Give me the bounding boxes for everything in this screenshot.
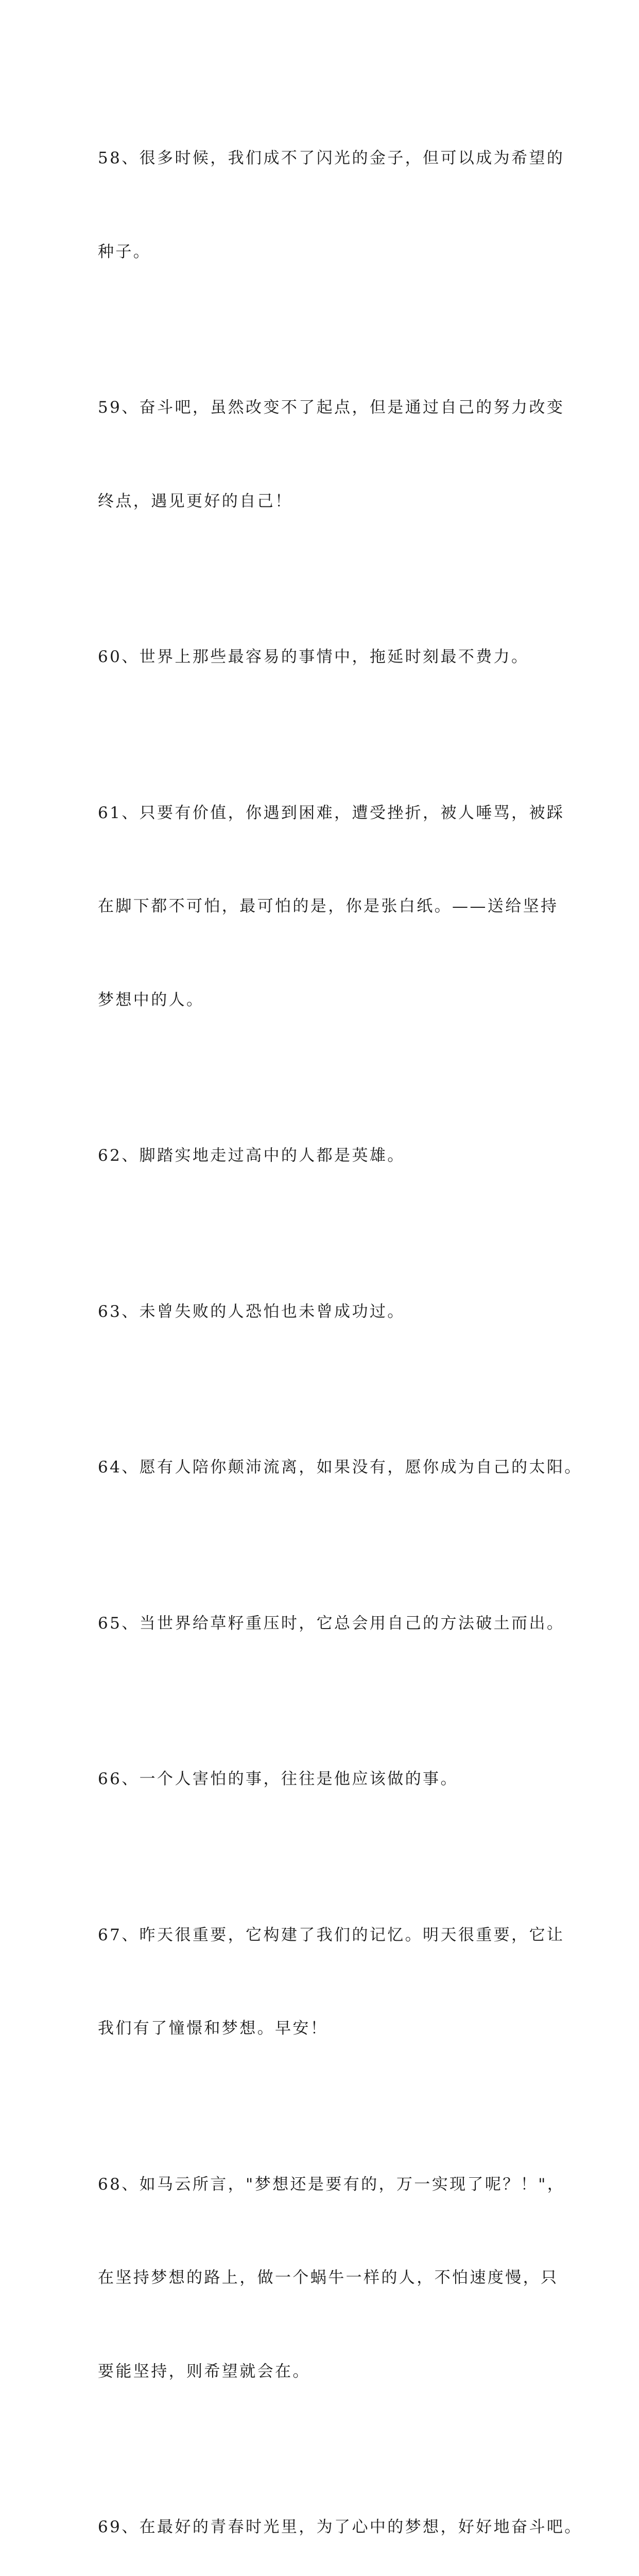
text-line: 我们有了憧憬和梦想。早安！ (98, 2019, 329, 2038)
list-item-69 (98, 2449, 582, 2576)
list-item-58 (98, 80, 565, 330)
text-line: 66、一个人害怕的事，往往是他应该做的事。 (98, 1770, 458, 1788)
list-item-67 (98, 1857, 565, 2107)
text-line: 在脚下都不可怕，最可怕的是，你是张白纸。——送给坚持 (98, 897, 559, 916)
list-item-64 (98, 1389, 582, 1546)
text-line: 69、在最好的青春时光里，为了心中的梦想，好好地奋斗吧。 (98, 2518, 582, 2536)
list-item-68 (98, 2107, 565, 2450)
list-item-60 (98, 579, 556, 735)
list-item-61 (98, 735, 565, 1078)
text-line: 65、当世界给草籽重压时，它总会用自己的方法破土而出。 (98, 1614, 565, 1633)
text-line: 梦想中的人。 (98, 990, 204, 1009)
text-line: 种子。 (98, 242, 151, 261)
text-line: 终点，遇见更好的自己！ (98, 492, 293, 511)
list-item-65 (98, 1546, 565, 1702)
text-line: 60、世界上那些最容易的事情中，拖延时刻最不费力。 (98, 648, 529, 666)
text-line: 64、愿有人陪你颠沛流离，如果没有，愿你成为自己的太阳。 (98, 1458, 582, 1477)
text-line: 68、如马云所言，"梦想还是要有的，万一实现了呢？！"， (98, 2175, 565, 2194)
text-line: 要能坚持，则希望就会在。 (98, 2362, 310, 2381)
text-line: 59、奋斗吧，虽然改变不了起点，但是通过自己的努力改变 (98, 398, 565, 417)
list-item-59 (98, 330, 565, 579)
list-item-63 (98, 1234, 556, 1390)
text-line: 62、脚踏实地走过高中的人都是英雄。 (98, 1146, 405, 1165)
text-line: 58、很多时候，我们成不了闪光的金子，但可以成为希望的 (98, 149, 565, 167)
text-line: 在坚持梦想的路上，做一个蜗牛一样的人，不怕速度慢，只 (98, 2268, 559, 2287)
document-body (98, 80, 582, 2576)
text-line: 61、只要有价值，你遇到困难，遭受挫折，被人唾骂，被踩 (98, 803, 565, 822)
list-item-62 (98, 1078, 556, 1234)
text-line: 63、未曾失败的人恐怕也未曾成功过。 (98, 1302, 405, 1321)
list-item-66 (98, 1701, 556, 1857)
text-line: 67、昨天很重要，它构建了我们的记忆。明天很重要，它让 (98, 1925, 565, 1944)
